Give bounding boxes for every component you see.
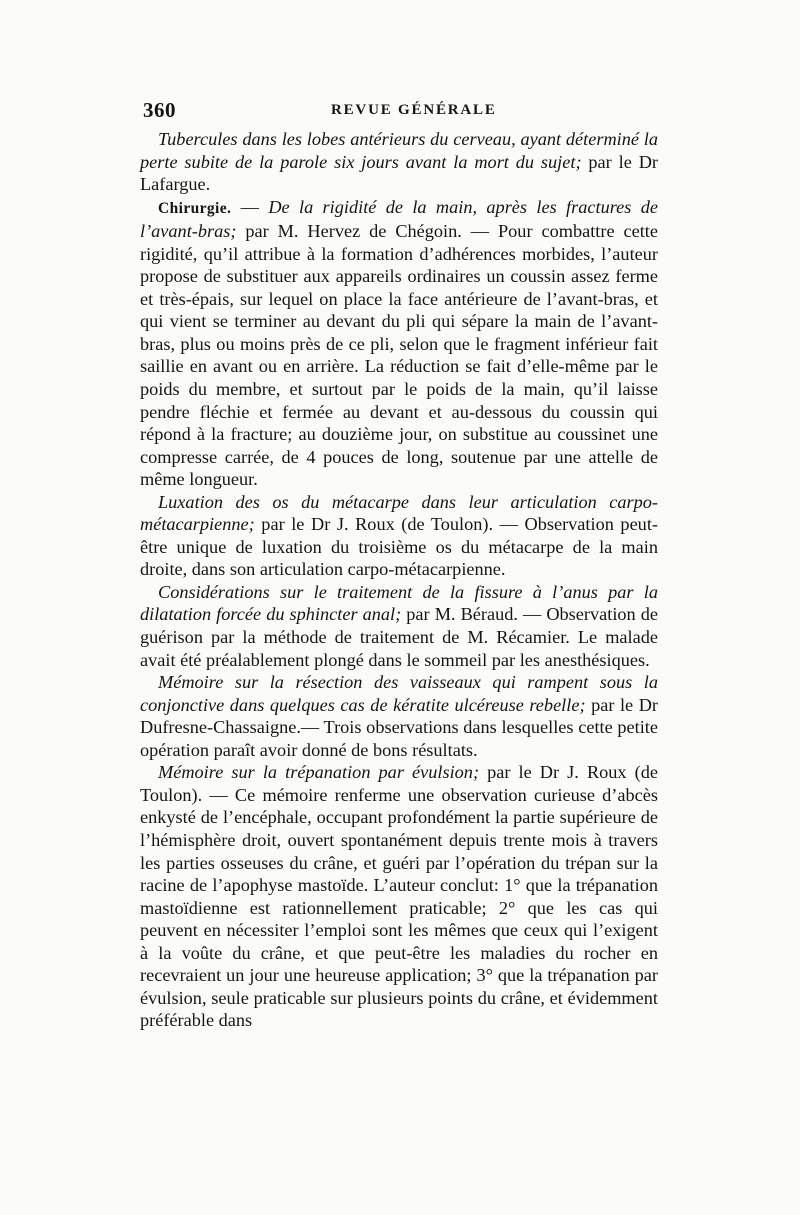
- entry-text: par le Dr Lafargue.: [140, 151, 658, 195]
- entry-text: par le Dr J. Roux (de Toulon). — Ce mémoire renferme une observation curieuse d’abcès enkysté de l’encéphale, occupant profondément la partie supérieure de l’hémisphère droit, ouvert spontanément depuis trente mois à travers les parties osseuses du crâne, et guéri par l’opération du trépan sur la racine de l’apophyse mastoïde. L’auteur conclut: 1° que la trépanation mastoïdienne est rationnellement praticable; 2° que les cas qui peuvent en nécessiter l’emploi sont les mêmes que ceux qui l’exigent à la voûte du crâne, et que peut-être les maladies du rocher en recevraient un jour une heureuse application; 3° que la trépanation par évulsion, seule praticable sur plusieurs points du crâne, et évidemment préférable dans: [140, 762, 658, 1031]
- entry-text: par M. Béraud. — Observation de guérison par la méthode de traitement de M. Récamier. Le malade avait été préalablement plongé dans le sommeil par les anesthésiques.: [140, 604, 658, 670]
- entry-text: par le Dr Dufresne-Chassaigne.— Trois observations dans lesquelles cette petite opération paraît avoir donné de bons résultats.: [140, 694, 658, 760]
- section-dash: —: [231, 196, 269, 217]
- entry-text: par le Dr J. Roux (de Toulon). — Observation peut-être unique de luxation du troisième os du métacarpe de la main droite, dans son articulation carpo-métacarpienne.: [140, 514, 658, 580]
- entry-paragraph: [140, 128, 658, 196]
- entry-title: Mémoire sur la résection des vaisseaux qui rampent sous la conjonctive dans quelques cas de kératite ulcéreuse rebelle;: [140, 672, 658, 715]
- entry-title: De la rigidité de la main, après les fractures de l’avant-bras;: [140, 196, 659, 242]
- page-body: [140, 128, 658, 1032]
- entry-title: Luxation des os du métacarpe dans leur articulation carpo-métacarpienne;: [140, 491, 658, 535]
- entry-paragraph: [140, 491, 658, 581]
- entry-title: Tubercules dans les lobes antérieurs du cerveau, ayant déterminé la perte subite de la parole six jours avant la mort du sujet;: [140, 129, 658, 172]
- entry-paragraph: [140, 671, 658, 761]
- entry-paragraph: [140, 196, 658, 491]
- entry-title: Mémoire sur la trépanation par évulsion;: [158, 762, 480, 783]
- section-heading: Chirurgie.: [158, 199, 232, 217]
- page-number: 360: [143, 98, 176, 122]
- entry-text: par M. Hervez de Chégoin. — Pour combattre cette rigidité, qu’il attribue à la formation d’adhérences morbides, l’auteur propose de substituer aux appareils ordinaires un coussin assez ferme et très-épais, sur lequel on place la face antérieure de l’avant-bras, et qui vient se terminer au devant du pli qui sépare la main de l’avant-bras, plus ou moins près de ce pli, selon que le fragment inférieur fait saillie en avant ou en arrière. La réduction se fait d’elle-même par le poids du membre, et surtout par le poids de la main, qu’il laisse pendre fléchie et fermée au devant et au-dessous du coussin qui répond à la fracture; au douzième jour, on substitue au coussinet une compresse carrée, de 4 pouces de long, soutenue par une attelle de même longueur.: [140, 221, 658, 490]
- entry-paragraph: [140, 761, 658, 1032]
- entry-title: Considérations sur le traitement de la fissure à l’anus par la dilatation forcée du sphincter anal;: [140, 581, 658, 625]
- page-header: [143, 98, 663, 126]
- running-title: REVUE GÉNÉRALE: [331, 102, 497, 118]
- entry-paragraph: [140, 581, 658, 671]
